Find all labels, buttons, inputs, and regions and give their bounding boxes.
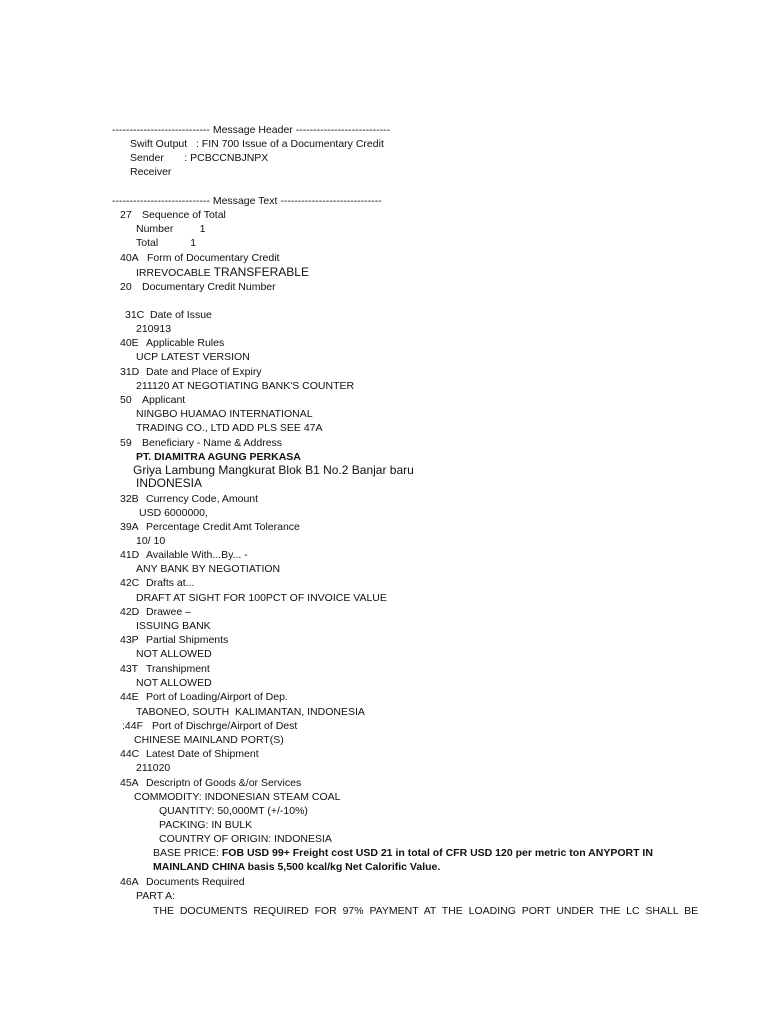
goods-commodity: COMMODITY: INDONESIAN STEAM COAL: [134, 791, 341, 803]
docs-text: THE DOCUMENTS REQUIRED FOR 97% PAYMENT AT THE LOADING PORT UNDER THE LC SHALL BE: [153, 905, 699, 917]
field-value: NINGBO HUAMAO INTERNATIONAL: [136, 408, 313, 420]
field-title: Available With...By... -: [146, 549, 248, 561]
field-value: TABONEO, SOUTH KALIMANTAN, INDONESIA: [136, 706, 365, 718]
field-value: 210913: [136, 323, 172, 335]
field-title: Date of Issue: [150, 309, 212, 321]
beneficiary-address: Griya Lambung Mangkurat Blok B1 No.2 Banjar baru: [133, 463, 414, 477]
field-tag: 32B: [120, 493, 139, 505]
field-tag: 46A: [120, 876, 139, 888]
field-title: Latest Date of Shipment: [146, 748, 259, 760]
goods-origin: COUNTRY OF ORIGIN: INDONESIA: [159, 833, 332, 845]
swift-output-line: Swift Output : FIN 700 Issue of a Documentary Credit: [130, 138, 384, 150]
docs-part-a: PART A:: [136, 890, 176, 902]
form-transferable: TRANSFERABLE: [213, 265, 309, 279]
field-tag: 42D: [120, 606, 140, 618]
field-title: Documents Required: [146, 876, 245, 888]
field-value: ANY BANK BY NEGOTIATION: [136, 563, 281, 575]
field-tag: 41D: [120, 549, 140, 561]
sender-line: Sender : PCBCCNBJNPX: [130, 152, 269, 164]
field-title: Form of Documentary Credit: [147, 252, 280, 264]
field-tag: 45A: [120, 777, 139, 789]
field-tag: 50: [120, 394, 132, 406]
goods-base-price: [153, 847, 653, 860]
field-tag: 31D: [120, 366, 140, 378]
field-tag: 42C: [120, 577, 140, 589]
field-tag: 20: [120, 281, 132, 293]
field-title: Transhipment: [146, 663, 210, 675]
field-tag: 44E: [120, 691, 139, 703]
field-value: CHINESE MAINLAND PORT(S): [134, 734, 284, 746]
field-value: 211120 AT NEGOTIATING BANK'S COUNTER: [136, 380, 355, 392]
field-tag: 39A: [120, 521, 139, 533]
field-title: Beneficiary - Name & Address: [142, 437, 283, 449]
goods-quantity: QUANTITY: 50,000MT (+/-10%): [159, 805, 308, 817]
field-tag: 59: [120, 437, 132, 449]
field-title: Applicant: [142, 394, 186, 406]
field-value: NOT ALLOWED: [136, 677, 212, 689]
base-price-label: BASE PRICE:: [153, 847, 222, 859]
receiver-line: Receiver: [130, 166, 172, 178]
field-tag: 40E: [120, 337, 139, 349]
field-value: Number 1: [136, 223, 206, 235]
field-title: Documentary Credit Number: [142, 281, 276, 293]
message-header-rule: ---------------------------- Message Header ---------------------------: [112, 124, 391, 136]
field-value: [136, 266, 309, 280]
field-title: Descriptn of Goods &/or Services: [146, 777, 302, 789]
field-tag: 31C: [125, 309, 145, 321]
field-title: Drafts at...: [146, 577, 195, 589]
goods-base-price-cont: MAINLAND CHINA basis 5,500 kcal/kg Net Calorific Value.: [153, 861, 441, 873]
beneficiary-country: INDONESIA: [136, 476, 203, 490]
goods-packing: PACKING: IN BULK: [159, 819, 253, 831]
field-tag: 44C: [120, 748, 140, 760]
field-title: Port of Dischrge/Airport of Dest: [152, 720, 298, 732]
base-price-text: FOB USD 99+ Freight cost USD 21 in total of CFR USD 120 per metric ton ANYPORT IN: [221, 847, 653, 859]
field-value: DRAFT AT SIGHT FOR 100PCT OF INVOICE VALUE: [136, 592, 387, 604]
field-value: NOT ALLOWED: [136, 648, 212, 660]
field-title: Port of Loading/Airport of Dep.: [146, 691, 288, 703]
field-value: 10/ 10: [136, 535, 166, 547]
form-irrevocable: IRREVOCABLE: [136, 267, 214, 279]
field-value: USD 6000000,: [139, 507, 208, 519]
field-tag: 40A: [120, 252, 139, 264]
field-tag: 43T: [120, 663, 139, 675]
field-title: Currency Code, Amount: [146, 493, 259, 505]
field-value: UCP LATEST VERSION: [136, 351, 250, 363]
field-tag: 43P: [120, 634, 139, 646]
field-title: Sequence of Total: [142, 209, 226, 221]
field-tag: 27: [120, 209, 132, 221]
field-title: Percentage Credit Amt Tolerance: [146, 521, 300, 533]
field-tag: :44F: [122, 720, 144, 732]
field-value: Total 1: [136, 237, 197, 249]
field-title: Applicable Rules: [146, 337, 225, 349]
field-title: Drawee –: [146, 606, 191, 618]
field-value: 211020: [136, 762, 171, 774]
field-title: Partial Shipments: [146, 634, 229, 646]
field-value: TRADING CO., LTD ADD PLS SEE 47A: [136, 422, 323, 434]
message-text-rule: ---------------------------- Message Text -----------------------------: [112, 195, 382, 207]
field-value: ISSUING BANK: [136, 620, 211, 632]
beneficiary-name: PT. DIAMITRA AGUNG PERKASA: [136, 451, 301, 463]
field-title: Date and Place of Expiry: [146, 366, 262, 378]
